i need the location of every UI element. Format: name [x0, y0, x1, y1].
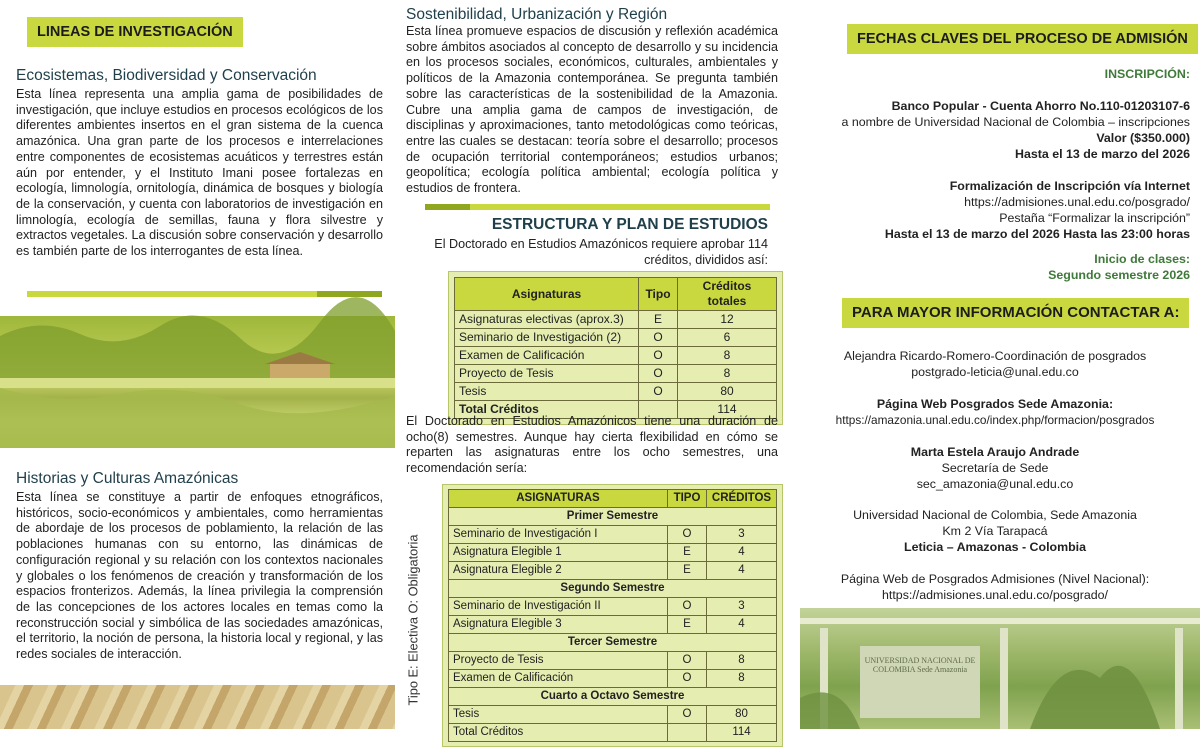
- web-url[interactable]: https://amazonia.unal.edu.co/index.php/formacion/posgrados: [835, 413, 1155, 427]
- campus-sign: UNIVERSIDAD NACIONAL DE COLOMBIA Sede Amazonia: [864, 656, 976, 674]
- table-row: Seminario de Investigación I O 3: [449, 526, 777, 544]
- address-line3: Leticia – Amazonas - Colombia: [904, 540, 1086, 554]
- histories-text: Esta línea se constituye a partir de enfoques etnográficos, históricos, socio-económicos y ambientales, como herramientas de abordaje de los procesos de poblamiento, la relación de las poblaciones humanas con su entorno, las dinámicas de configuración regional y su relación con los contextos nacionales y globales o los fenómenos de creación y transformación de los espacios fronterizos. Además, la línea privilegia la comprensión de las concepciones de los actores locales en temas como la reconstrucción social y simbólica de las sociedades amazónicas, el territorio, la noción de persona, la historia local y regional, y las redes sociales de interacción.: [16, 490, 383, 662]
- table-row: Tesis O 80: [455, 383, 777, 401]
- semester-row: Tercer Semestre: [449, 634, 777, 652]
- contact1-name: Alejandra Ricardo-Romero-Coordinación de posgrados: [843, 349, 1147, 363]
- classes-start-value: Segundo semestre 2026: [1048, 268, 1190, 282]
- col-header: Créditos totales: [678, 278, 777, 311]
- deadline-payment: Hasta el 13 de marzo del 2026: [1015, 147, 1190, 161]
- formalization-title: Formalización de Inscripción vía Internet: [949, 179, 1190, 193]
- total-row: Total Créditos 114: [449, 724, 777, 742]
- credits-table: [454, 277, 777, 419]
- rock-art-photo: [0, 685, 395, 729]
- col-header: Tipo: [639, 278, 678, 311]
- divider-bar-dark: [425, 204, 470, 210]
- table-row: Seminario de Investigación II O 3: [449, 598, 777, 616]
- deadline-formalization: Hasta el 13 de marzo del 2026 Hasta las 23:00 horas: [884, 227, 1190, 241]
- col-header: ASIGNATURAS: [449, 490, 668, 508]
- ecosystems-title: Ecosistemas, Biodiversidad y Conservación: [16, 67, 317, 84]
- semester-row: Primer Semestre: [449, 508, 777, 526]
- bank-account: Banco Popular - Cuenta Ahorro No.110-01203107-6: [891, 99, 1190, 113]
- credits-table-box: [448, 271, 783, 425]
- classes-start-label: Inicio de clases:: [1094, 252, 1190, 266]
- table-row: Examen de Calificación O 8: [449, 670, 777, 688]
- forest-river-photo: [0, 316, 395, 448]
- type-legend: Tipo E: Electiva O: Obligatoria: [405, 534, 421, 706]
- table-row: Examen de Calificación O 8: [455, 347, 777, 365]
- fee-value: Valor ($350.000): [1096, 131, 1190, 145]
- national-web-url[interactable]: https://admisiones.unal.edu.co/posgrado/: [882, 588, 1108, 602]
- table-row: Asignaturas electivas (aprox.3) E 12: [455, 311, 777, 329]
- col-header: Asignaturas: [455, 278, 639, 311]
- formalization-tab: Pestaña “Formalizar la inscripción”: [999, 211, 1190, 225]
- column-study-plan: [400, 0, 785, 738]
- contact2-email[interactable]: sec_amazonia@unal.edu.co: [916, 477, 1074, 491]
- table-row: Asignatura Elegible 3 E 4: [449, 616, 777, 634]
- table-row: Asignatura Elegible 2 E 4: [449, 562, 777, 580]
- ecosystems-text: Esta línea representa una amplia gama de posibilidades de investigación, que incluye estudios en procesos ecológicos de los diferentes ambientes insertos en el gran sistema de la cuenca amazónica. Una gran parte de los procesos e interrelaciones entre componentes de ecosistemas acuáticos y terrestres están aún por entender, y el Instituto Imani posee fortalezas en ecología, limnología, ornitología, dinámica de bosques y biología de la conservación, y cuenta con laboratorios de investigación en limnología, ecología de semillas, fauna y flora silvestre y extractos vegetales. La discusión sobre conservación y desarrollo es también parte de los interrogantes de esta línea.: [16, 87, 383, 259]
- semester-row: Cuarto a Octavo Semestre: [449, 688, 777, 706]
- study-plan-intro: El Doctorado en Estudios Amazónicos requiere aprobar 114 créditos, divididos así:: [434, 237, 768, 267]
- address-line2: Km 2 Vía Tarapacá: [942, 524, 1048, 538]
- semester-row: Segundo Semestre: [449, 580, 777, 598]
- column-research-lines: [0, 0, 395, 729]
- divider-bar-dark: [317, 291, 382, 297]
- divider-bar: [470, 204, 770, 210]
- contact2-name: Marta Estela Araujo Andrade: [910, 445, 1080, 459]
- sustainability-title: Sostenibilidad, Urbanización y Región: [406, 6, 668, 23]
- inscription-label: INSCRIPCIÓN:: [1104, 67, 1190, 81]
- key-dates-header: FECHAS CLAVES DEL PROCESO DE ADMISIÓN: [847, 24, 1198, 54]
- duration-text: El Doctorado en Estudios Amazónicos tiene una duración de ocho(8) semestres. Aunque hay cierta flexibilidad en cómo se reparten las asignaturas entre los ocho semestres, una recomendación sería:: [406, 414, 778, 476]
- table-row: Tesis O 80: [449, 706, 777, 724]
- study-plan-title: ESTRUCTURA Y PLAN DE ESTUDIOS: [491, 216, 768, 233]
- col-header: TIPO: [668, 490, 707, 508]
- sustainability-text: Esta línea promueve espacios de discusión y reflexión académica sobre ámbitos asociados al concepto de desarrollo y su incidencia en los procesos sociales, económicos, culturales, ambientales y políticos de la Amazonia contemporánea. Se pregunta también sobre las características de la sostenibilidad de la Amazonia. Cubre una amplia gama de campos de investigación, de disciplinas y aproximaciones, tanto metodológicas como teóricas, entre las cuales se destacan: teoría sobre el desarrollo; procesos de ocupación territorial contemporáneos; estudios urbanos; geopolítica; ecología política ambiental; ecología política y estudios de frontera.: [406, 24, 778, 196]
- col-header: CRÉDITOS: [707, 490, 777, 508]
- contact2-role: Secretaría de Sede: [941, 461, 1049, 475]
- bank-account-holder: a nombre de Universidad Nacional de Colombia – inscripciones: [841, 115, 1190, 129]
- table-row: Proyecto de Tesis O 8: [449, 652, 777, 670]
- address-line1: Universidad Nacional de Colombia, Sede Amazonia: [853, 508, 1137, 522]
- table-row: Seminario de Investigación (2) O 6: [455, 329, 777, 347]
- divider-bar: [27, 291, 317, 297]
- formalization-url[interactable]: https://admisiones.unal.edu.co/posgrado/: [964, 195, 1190, 209]
- research-lines-header: LINEAS DE INVESTIGACIÓN: [27, 17, 243, 47]
- contact-header: PARA MAYOR INFORMACIÓN CONTACTAR A:: [842, 298, 1189, 328]
- national-web-title: Página Web de Posgrados Admisiones (Nivel Nacional):: [840, 572, 1150, 586]
- total-row: Total Créditos 114: [455, 401, 777, 419]
- table-row: Asignatura Elegible 1 E 4: [449, 544, 777, 562]
- histories-title: Historias y Culturas Amazónicas: [16, 470, 239, 487]
- contact1-email[interactable]: postgrado-leticia@unal.edu.co: [911, 365, 1079, 379]
- semester-table-box: [442, 484, 783, 747]
- web-title: Página Web Posgrados Sede Amazonia:: [876, 397, 1114, 411]
- semester-table: [448, 489, 777, 742]
- table-row: Proyecto de Tesis O 8: [455, 365, 777, 383]
- campus-photo: [800, 608, 1200, 729]
